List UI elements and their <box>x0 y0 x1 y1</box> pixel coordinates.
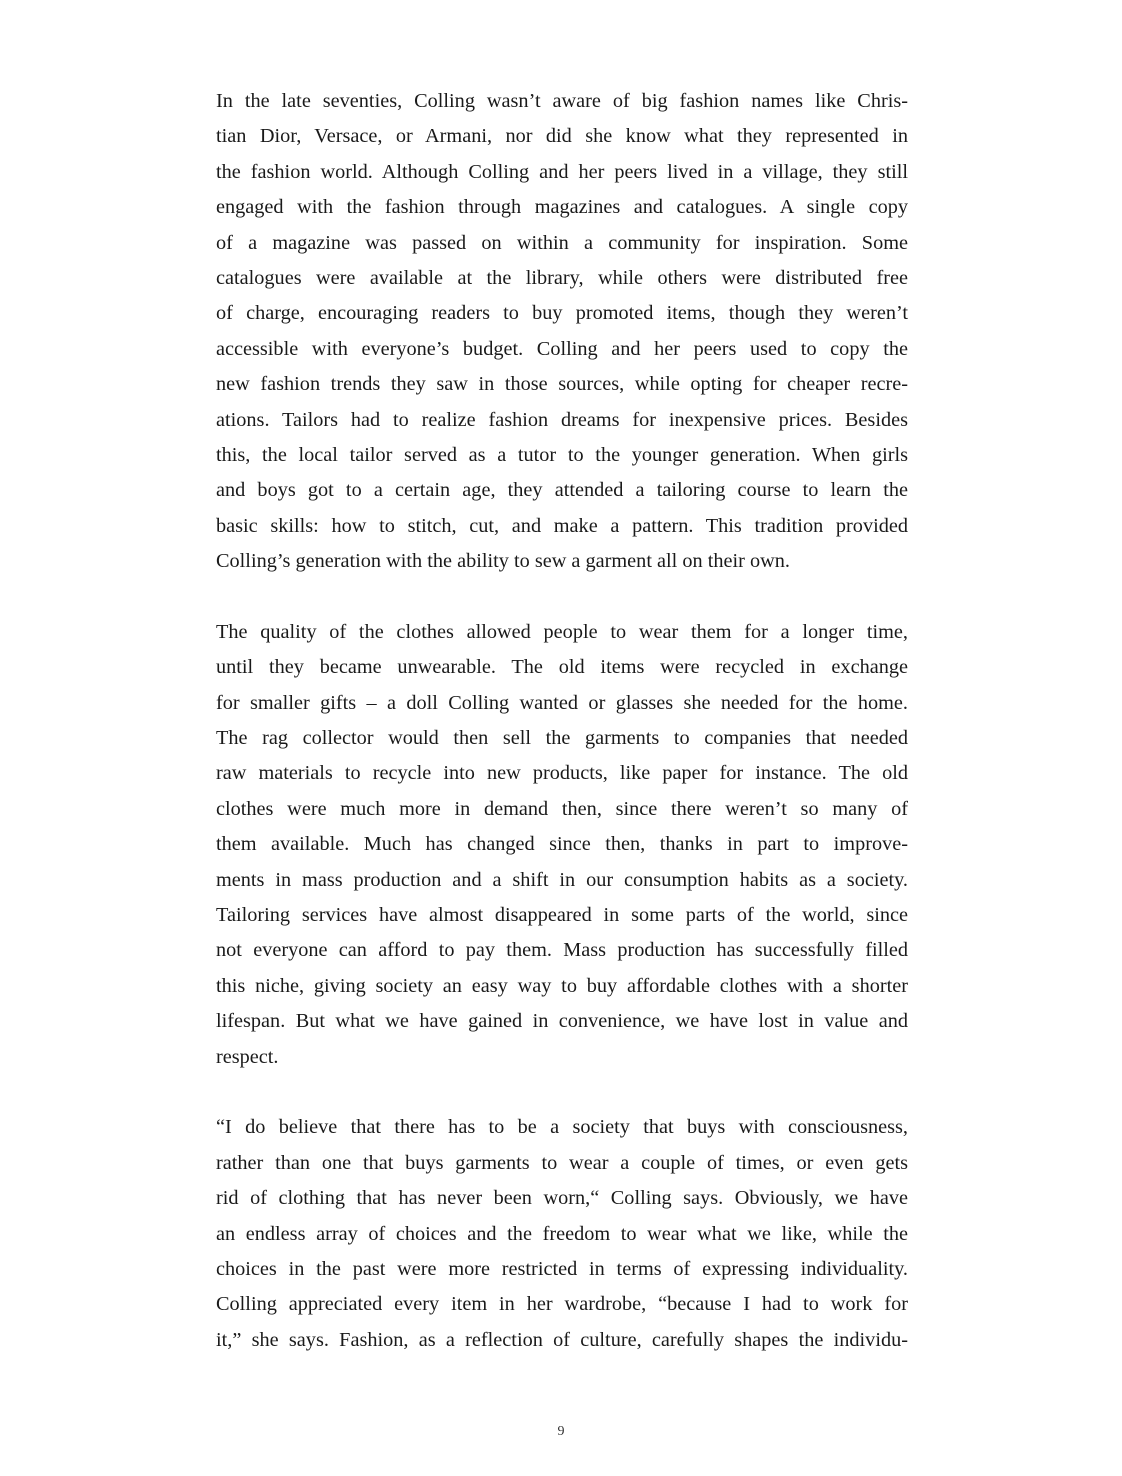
paragraph-1 <box>216 84 908 579</box>
text-line: choices in the past were more restricted in terms of expressing individuality. <box>216 1257 908 1280</box>
text-line: this niche, giving society an easy way to buy affordable clothes with a shorter <box>216 974 908 997</box>
text-line: until they became unwearable. The old items were recycled in exchange <box>216 656 908 679</box>
text-line: In the late seventies, Colling wasn’t aware of big fashion names like Chris- <box>216 90 908 112</box>
text-line: this, the local tailor served as a tutor to the younger generation. When girls <box>216 443 908 466</box>
text-line: ments in mass production and a shift in our consumption habits as a society. <box>216 868 908 891</box>
text-line: the fashion world. Although Colling and her peers lived in a village, they still <box>216 160 908 183</box>
text-line: of a magazine was passed on within a community for inspiration. Some <box>216 231 908 254</box>
paragraph-3 <box>216 1110 908 1358</box>
text-line: rather than one that buys garments to wear a couple of times, or even gets <box>216 1151 908 1174</box>
text-line: ations. Tailors had to realize fashion dreams for inexpensive prices. Besides <box>216 408 908 431</box>
text-line: “I do believe that there has to be a society that buys with consciousness, <box>216 1116 908 1139</box>
text-line: clothes were much more in demand then, since there weren’t so many of <box>216 797 908 820</box>
text-line: engaged with the fashion through magazines and catalogues. A single copy <box>216 196 908 219</box>
text-line: catalogues were available at the library, while others were distributed free <box>216 266 908 289</box>
paragraph-gap <box>216 579 908 614</box>
text-line: for smaller gifts – a doll Colling wanted or glasses she needed for the home. <box>216 691 908 714</box>
text-line: basic skills: how to stitch, cut, and make a pattern. This tradition provided <box>216 514 908 537</box>
body-text <box>216 84 908 1358</box>
text-line: respect. <box>216 1045 279 1068</box>
page-number: 9 <box>557 1424 565 1439</box>
paragraph-2 <box>216 615 908 1075</box>
text-line: of charge, encouraging readers to buy promoted items, though they weren’t <box>216 302 908 325</box>
text-line: tian Dior, Versace, or Armani, nor did she know what they represented in <box>216 125 908 148</box>
text-line: new fashion trends they saw in those sources, while opting for cheaper recre- <box>216 373 908 396</box>
text-line: an endless array of choices and the freedom to wear what we like, while the <box>216 1222 908 1245</box>
text-line: it,” she says. Fashion, as a reflection of culture, carefully shapes the individu- <box>216 1328 908 1351</box>
paragraph-gap <box>216 1075 908 1110</box>
text-line: Tailoring services have almost disappeared in some parts of the world, since <box>216 903 908 926</box>
text-line: Colling appreciated every item in her wardrobe, “because I had to work for <box>216 1293 908 1316</box>
text-line: The rag collector would then sell the garments to companies that needed <box>216 727 908 750</box>
text-line: them available. Much has changed since then, thanks in part to improve- <box>216 833 908 856</box>
text-line: Colling’s generation with the ability to sew a garment all on their own. <box>216 550 790 573</box>
text-line: rid of clothing that has never been worn,“ Colling says. Obviously, we have <box>216 1187 908 1210</box>
text-line: The quality of the clothes allowed people to wear them for a longer time, <box>216 620 908 643</box>
text-line: lifespan. But what we have gained in convenience, we have lost in value and <box>216 1010 908 1033</box>
text-line: raw materials to recycle into new products, like paper for instance. The old <box>216 762 908 785</box>
text-line: not everyone can afford to pay them. Mass production has successfully filled <box>216 939 908 962</box>
text-line: and boys got to a certain age, they attended a tailoring course to learn the <box>216 479 908 502</box>
text-line: accessible with everyone’s budget. Colling and her peers used to copy the <box>216 337 908 360</box>
